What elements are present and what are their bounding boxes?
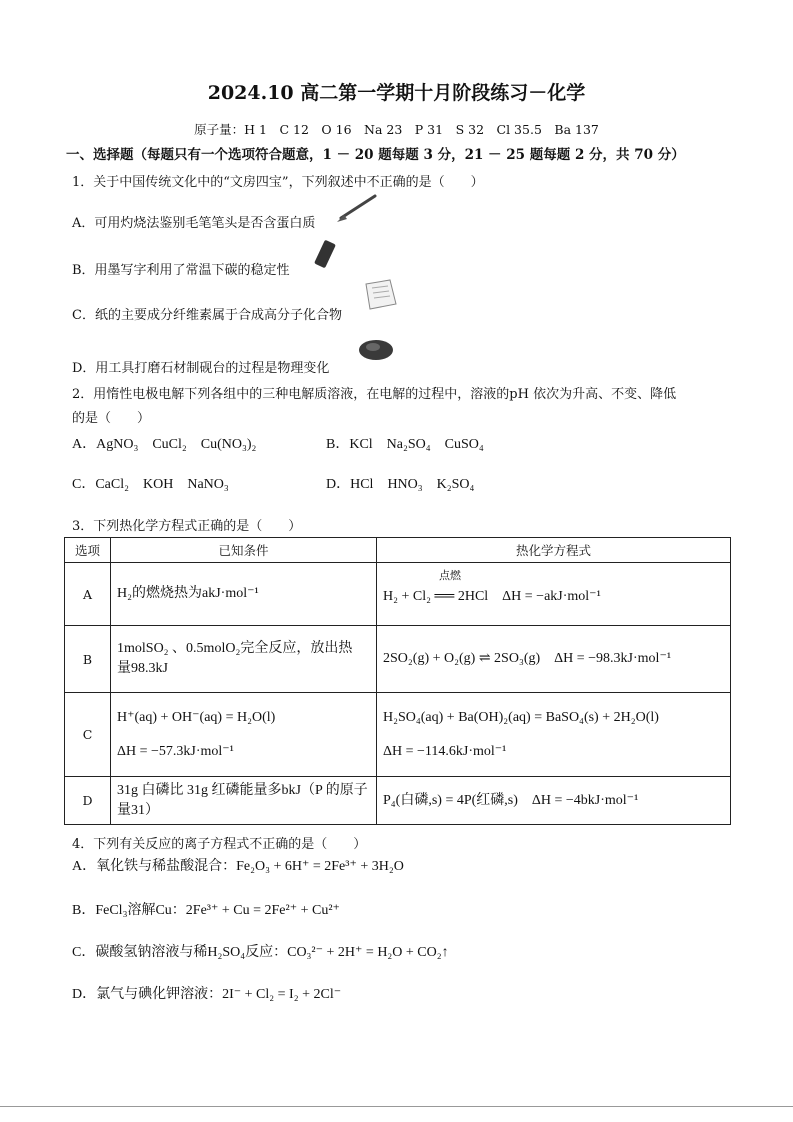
table-row-d — [65, 777, 731, 825]
condition-text: 1molSO₂ 、0.5molO₂完全反应，放出热 — [117, 641, 353, 656]
q3-stem: 3．下列热化学方程式正确的是（ ） — [72, 519, 302, 534]
q1-option-c: C．纸的主要成分纤维素属于合成高分子化合物 — [72, 308, 342, 323]
row-label: B — [65, 626, 111, 693]
brush-illustration — [335, 190, 383, 224]
q2-stem-line2: 的是（ ） — [72, 411, 151, 426]
ink-stick-illustration — [313, 238, 343, 270]
inkstone-illustration — [356, 335, 396, 363]
header-condition: 已知条件 — [111, 538, 377, 563]
equation-text: P₄(白磷,s) = 4P(红磷,s) ΔH = −4bkJ·mol⁻¹ — [383, 792, 639, 808]
condition-text: 量31） — [117, 802, 159, 818]
q1-stem: 1．关于中国传统文化中的“文房四宝”，下列叙述中不正确的是（ ） — [72, 175, 484, 190]
table-row-b — [65, 626, 731, 693]
q4-option-b: B．FeCl₃溶解Cu：2Fe³⁺ + Cu = 2Fe²⁺ + Cu²⁺ — [72, 903, 340, 918]
header-option: 选项 — [65, 538, 111, 563]
table-row-a — [65, 563, 731, 626]
row-label: C — [65, 693, 111, 777]
q2-stem-line1: 2．用惰性电极电解下列各组中的三种电解质溶液，在电解的过程中，溶液的pH 依次为升高、不变、降低 — [72, 387, 677, 402]
q4-option-c: C．碳酸氢钠溶液与稀H₂SO₄反应：CO₃²⁻ + 2H⁺ = H₂O + CO₂↑ — [72, 945, 449, 960]
q2-option-d: D．HCl HNO₃ K₂SO₄ — [326, 477, 475, 492]
bottom-rule — [0, 1106, 793, 1107]
table-row-c — [65, 693, 731, 777]
header-equation: 热化学方程式 — [377, 538, 731, 563]
q1-option-b: B．用墨写字利用了常温下碳的稳定性 — [72, 263, 290, 278]
condition-text: H₂的燃烧热为akJ·mol⁻¹ — [117, 586, 259, 601]
q4-option-d: D．氯气与碘化钾溶液：2I⁻ + Cl₂ = I₂ + 2Cl⁻ — [72, 987, 342, 1002]
atomic-masses: 原子量：H 1 C 12 O 16 Na 23 P 31 S 32 Cl 35.5 Ba 137 — [194, 122, 599, 137]
condition-text: 量98.3kJ — [117, 661, 168, 676]
equation-text: 2SO₂(g) + O₂(g) ⇌ 2SO₃(g) ΔH = −98.3kJ·mol⁻¹ — [383, 651, 672, 666]
equation-text: ΔH = −114.6kJ·mol⁻¹ — [383, 743, 507, 759]
q1-option-d: D．用工具打磨石材制砚台的过程是物理变化 — [72, 361, 330, 376]
table-header-row — [65, 538, 731, 563]
q2-option-c: C．CaCl₂ KOH NaNO₃ — [72, 477, 229, 492]
row-label: D — [65, 777, 111, 825]
q2-option-a: A．AgNO₃ CuCl₂ Cu(NO₃)₂ — [72, 437, 257, 452]
section-heading: 一、选择题（每题只有一个选项符合题意，1 － 20 题每题 3 分，21 － 25 题每题 2 分，共 70 分） — [66, 147, 685, 163]
ignition-note: 点燃 — [439, 570, 461, 582]
q4-option-a: A．氧化铁与稀盐酸混合：Fe₂O₃ + 6H⁺ = 2Fe³⁺ + 3H₂O — [72, 859, 404, 874]
condition-text: ΔH = −57.3kJ·mol⁻¹ — [117, 743, 234, 759]
q2-option-b: B．KCl Na₂SO₄ CuSO₄ — [326, 437, 484, 452]
row-label: A — [65, 563, 111, 626]
condition-text: 31g 白磷比 31g 红磷能量多bkJ（P 的原子 — [117, 782, 368, 798]
page-title: 2024.10 高二第一学期十月阶段练习－化学 — [207, 82, 586, 104]
paper-illustration — [360, 278, 400, 312]
condition-text: H⁺(aq) + OH⁻(aq) = H₂O(l) — [117, 709, 276, 725]
equation-text: H₂ + Cl₂ ══ 2HCl ΔH = −akJ·mol⁻¹ — [383, 589, 601, 604]
q4-stem: 4．下列有关反应的离子方程式不正确的是（ ） — [72, 837, 367, 852]
q1-option-a: A．可用灼烧法鉴别毛笔笔头是否含蛋白质 — [72, 216, 316, 231]
q3-table — [64, 537, 731, 825]
equation-text: H₂SO₄(aq) + Ba(OH)₂(aq) = BaSO₄(s) + 2H₂O(l) — [383, 709, 659, 725]
